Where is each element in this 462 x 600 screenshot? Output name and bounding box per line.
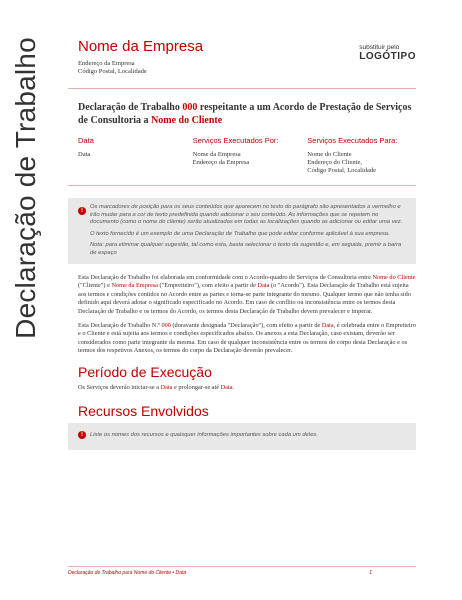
paragraph2-text-a: Esta Declaração de Trabalho N.º (78, 321, 162, 329)
performed-by-line1[interactable]: Nome da Empresa (192, 151, 241, 158)
declaration-client[interactable]: Nome do Cliente (151, 115, 223, 126)
column-date-value[interactable]: Data (78, 151, 91, 158)
paragraph1-text-d: (o "Acordo"). Esta Declaração de Trabalho está sujeita aos termos e condições contidos no Acordo entre as partes e torna-se parte integrante do mesmo. Qualquer termo que não tenha sido definido aqui deverá adotar o significado especificado no Acordo. Em caso de conflito ou inconsistência entre os termos desta Declaração de Trabalho e os termos do Acordo, os termos desta Declaração de Trabalho devem prevalecer e imperar. (78, 282, 411, 315)
tip-note-p1: Os marcadores de posição para os seus conteúdos que aparecem no texto do parágrafo são apresentados a vermelho e irão mudar para a cor de texto predefinida quando adicionar o seu conteúdo. As informações que se repetem no documento (como o nome do cliente) serão atualizadas em todas as localizações quando as adicionar ou editar uma vez. (90, 204, 403, 226)
paragraph2-text-b: (doravante designada "Declaração"), com efeito a partir de (170, 321, 322, 329)
paragraph1-text-c: ("Empreiteiro"), com efeito a partir de (157, 282, 258, 290)
columns-divider (68, 185, 416, 186)
company-address-line1[interactable]: Endereço da Empresa (78, 60, 135, 67)
logo-placeholder[interactable] (359, 44, 416, 62)
section-resources-heading: Recursos Envolvidos (78, 402, 209, 419)
paragraph1-date[interactable]: Data (257, 282, 270, 290)
tip-note-p2: O texto fornecido é um exemplo de uma Declaração de Trabalho que pode editar conforme aplicável à sua empresa. (90, 230, 390, 237)
period-text-c: . (232, 383, 235, 391)
declaration-heading (78, 101, 416, 127)
paragraph-agreement (78, 274, 416, 317)
column-performed-by (193, 137, 308, 175)
period-start-date[interactable]: Data (160, 383, 173, 391)
column-date (78, 137, 193, 175)
performed-for-line2[interactable]: Endereço do Cliente, (307, 159, 362, 166)
column-performed-by-heading: Serviços Executados Por: (192, 136, 279, 145)
column-performed-for (307, 137, 416, 175)
exclamation-icon: ! (78, 207, 86, 215)
period-text-a: Os Serviços deverão iniciar-se a (78, 383, 161, 391)
section-period-heading: Período de Execução (78, 363, 212, 380)
footer-text: Declaração de Trabalho para Nome do Cliente • Data (68, 570, 187, 576)
declaration-part1: Declaração de Trabalho (78, 102, 183, 113)
info-columns (78, 137, 416, 175)
declaration-part2: respeitante a um Acordo de Prestação de Serviços de Consultoria a (78, 102, 412, 126)
exclamation-icon: ! (78, 431, 86, 439)
paragraph1-client[interactable]: Nome do Cliente (372, 273, 416, 281)
column-date-heading: Data (78, 136, 94, 145)
resources-note (68, 423, 416, 451)
tip-note-p3: Nota: para eliminar qualquer sugestão, tal como esta, basta selecionar o texto da sugestão e, em seguida, premir a barra de espaço (90, 242, 402, 256)
logo-placeholder-small: substituir pelo (359, 44, 400, 51)
performed-for-line3[interactable]: Código Postal, Localidade (307, 167, 377, 174)
page-content (68, 38, 416, 450)
declaration-number[interactable]: 000 (182, 102, 198, 113)
column-performed-for-heading: Serviços Executados Para: (307, 136, 398, 145)
page-number: 1 (369, 570, 372, 576)
page-footer (68, 566, 416, 576)
company-address-line2[interactable]: Código Postal, Localidade (78, 68, 147, 75)
performed-for-line1[interactable]: Nome do Cliente (307, 151, 352, 158)
tip-note (68, 198, 416, 264)
section-period-text (78, 384, 416, 393)
company-name[interactable]: Nome da Empresa (78, 38, 204, 55)
paragraph2-date[interactable]: Data (321, 321, 334, 329)
logo-placeholder-big: LOGÓTIPO (359, 51, 416, 62)
period-text-b: e prolongar-se até (172, 383, 221, 391)
document-title-text: Declaração de Trabalho (10, 37, 42, 339)
paragraph1-text-b: ("Cliente") e (78, 282, 112, 290)
resources-note-text: Liste os nomes dos recursos e quaisquer informações importantes sobre cada um deles. (90, 431, 318, 438)
paragraph2-text-c: , é celebrada entre o Empreiteiro e o Cliente e está sujeita aos termos e condições especificados abaixo. Os anexos a esta Declaração, caso existam, deverão ser considerados como parte integrante da mesma. Em caso de qualquer inconsistência entre os termos do corpo desta Declaração e os termos dos respetivos Anexos, os termos do corpo da Declaração deverão prevalecer. (78, 321, 416, 355)
paragraph1-company[interactable]: Nome da Empresa (111, 282, 158, 290)
header-divider (68, 88, 416, 89)
paragraph-declaration (78, 322, 416, 356)
document-title-vertical (4, 37, 48, 339)
period-end-date[interactable]: Data (220, 383, 233, 391)
paragraph2-number[interactable]: 000 (161, 321, 171, 329)
paragraph1-text-a: Esta Declaração de Trabalho foi elaborada em conformidade com o Acordo-quadro de Serviços de Consultoria entre (78, 273, 373, 281)
letterhead (68, 38, 416, 88)
performed-by-line2[interactable]: Endereço da Empresa (192, 159, 250, 166)
